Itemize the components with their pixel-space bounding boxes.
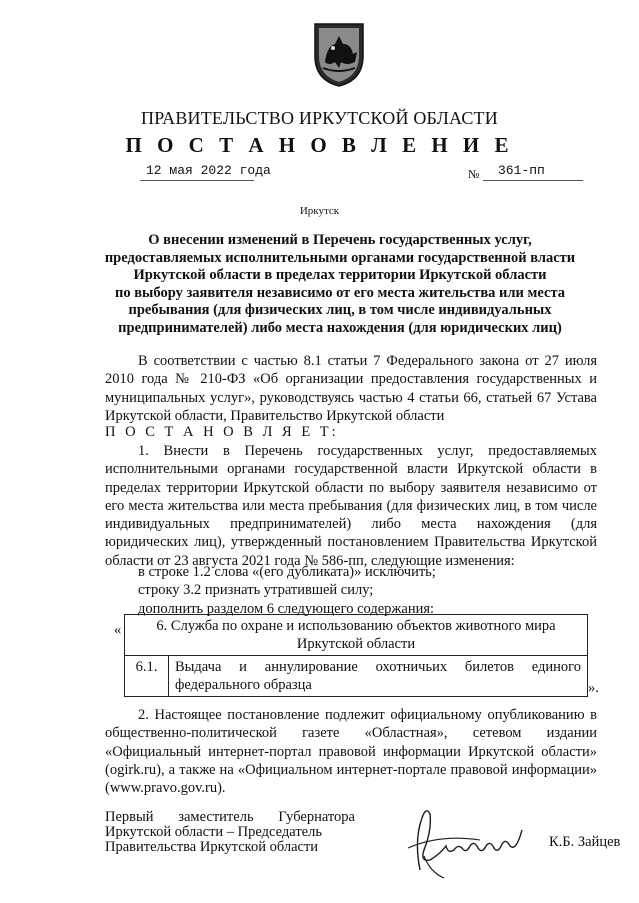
number-underline [483,180,583,181]
title-line: О внесении изменений в Перечень государственных услуг, [148,232,532,248]
position-word: Первый [105,809,154,825]
preamble-paragraph [105,352,597,425]
government-name: ПРАВИТЕЛЬСТВО ИРКУТСКОЙ ОБЛАСТИ [141,108,498,128]
title-line: предпринимателей) либо места нахождения (для юридических лиц) [118,319,562,336]
position-line: Правительства Иркутской области [105,839,319,855]
change-item: строку 3.2 признать утратившей силу; [138,582,374,599]
position-word: Губернатора [278,809,355,825]
title-line: пребывания (для физических лиц, в том числе индивидуальных [128,302,552,319]
document-date: 12 мая 2022 года [146,163,271,178]
section-title: 6. Служба по охране и использованию объектов животного мира Иркутской области [125,615,588,656]
signatory-position [105,810,355,855]
row-service: Выдача и аннулирование охотничьих билетов единого федерального образца [169,656,588,697]
signatory-name: К.Б. Зайцев [549,834,621,850]
title-line: Иркутской области в пределах территории Иркутской области [133,267,547,284]
quote-open: « [114,622,122,638]
preamble-text: В соответствии с частью 8.1 статьи 7 Федерального закона от 27 июля 2010 года № 210-ФЗ «Об организации предоставления государственных и муниципальных услуг», руководствуясь частью 4 статьи 66, статьей 67 Устава Иркутской области, Правительство Иркутской области [105,353,597,424]
changes-list [138,563,436,618]
position-word: заместитель [178,809,254,825]
item-2-paragraph: 2. Настоящее постановление подлежит официальному опубликованию в общественно-политической газете «Областная», сетевом издании «Официальный интернет-портал правовой информации Иркутской области» (ogirk.ru), а также на «Официальном интернет-портале правовой информации» (www.pravo.gov.ru). [105,707,597,797]
city: Иркутск [299,205,340,217]
position-line: Иркутской области – Председатель [105,824,322,840]
document-title [100,232,580,338]
row-number: 6.1. [125,656,169,697]
document-number: 361-пп [498,163,545,178]
title-line: по выбору заявителя независимо от его места жительства или места [115,284,565,301]
handwritten-signature [400,800,535,882]
item-1-paragraph: 1. Внести в Перечень государственных услуг, предоставляемых исполнительными органами государственной власти Иркутской области в пределах территории Иркутской области по выбору заявителя независимо от его места жительства или места пребывания (для физических лиц, в том числе индивидуальных предпринимателей) либо места нахождения (для юридических лиц), утвержденный постановлением Правительства Иркутской области от 23 августа 2021 года № 586-пп, следующие изменения: [105,443,597,569]
document-type: П О С Т А Н О В Л Е Н И Е [125,133,514,157]
change-item: дополнить разделом 6 следующего содержания: [138,600,435,617]
irkutsk-coat-of-arms-icon [313,22,365,88]
number-sign: № [468,167,480,181]
title-line: предоставляемых исполнительными органами государственной власти [104,249,576,266]
quote-close: ». [588,680,599,696]
section-6-table [124,614,588,697]
change-item: в строке 1.2 слова «(его дубликата)» исключить; [138,564,436,580]
decrees-word: П О С Т А Н О В Л Я Е Т: [105,424,339,440]
date-underline [140,180,254,181]
